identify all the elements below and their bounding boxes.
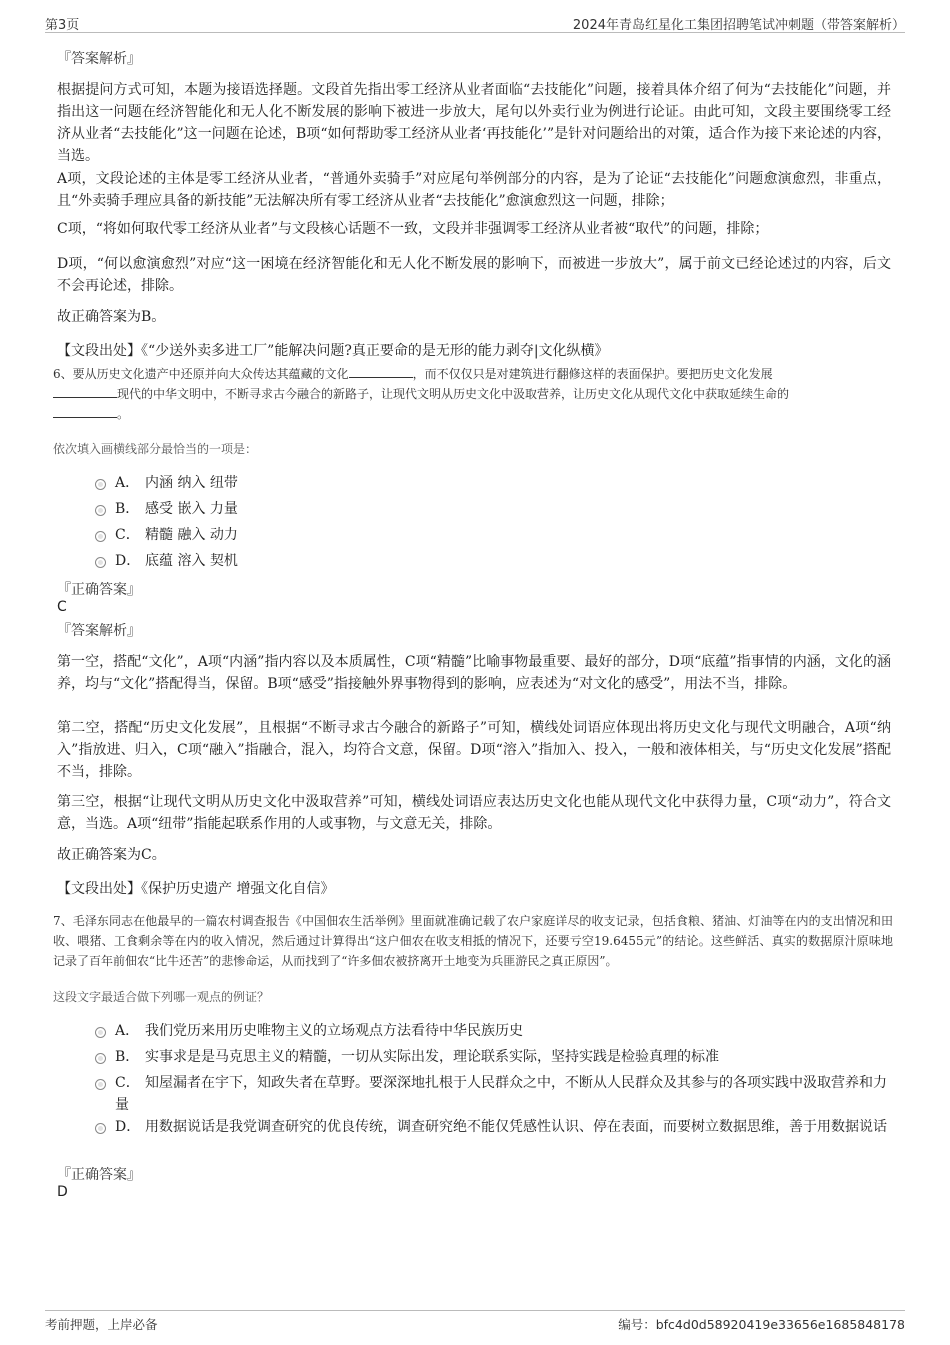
- analysis-paragraph: 第三空，根据“让现代文明从历史文化中汲取营养”可知，横线处词语应表达历史文化也能从现代文化中获得力量，C项“动力”，符合文意，当选。A项“纽带”指能起联系作用的人或事物，与文意无关，排除。: [57, 794, 891, 832]
- stem-text: 。: [117, 407, 130, 421]
- option-letter: A．: [115, 475, 140, 491]
- analysis-paragraph: C项，“将如何取代零工经济从业者”与文段核心话题不一致，文段并非强调零工经济从业者被“取代”的问题，排除；: [57, 221, 769, 237]
- option-text: 内涵 纳入 纽带: [145, 475, 238, 491]
- radio-icon[interactable]: [95, 479, 106, 490]
- passage-source: 【文段出处】《保护历史遗产 增强文化自信》: [57, 881, 335, 897]
- radio-icon[interactable]: [95, 1079, 106, 1090]
- question-prompt: 这段文字最适合做下列哪一观点的例证？: [53, 990, 270, 1004]
- page-number: 第3页: [45, 18, 80, 33]
- page-header: [45, 12, 905, 33]
- document-id: 编号：bfc4d0d58920419e33656e1685848178: [618, 1317, 905, 1332]
- fill-blank: [53, 405, 117, 418]
- option-a[interactable]: [95, 472, 895, 494]
- fill-blank: [53, 385, 117, 398]
- option-b[interactable]: [95, 1046, 895, 1068]
- radio-icon[interactable]: [95, 531, 106, 542]
- correct-answer: C: [57, 599, 67, 615]
- analysis-paragraph: 第二空，搭配“历史文化发展”，且根据“不断寻求古今融合的新路子”可知，横线处词语应体现出将历史文化与现代文明融合，A项“纳入”指放进、归入，C项“融入”指融合，混入，均符合文意，保留。D项“溶入”指加入、投入，一般和液体相关，与“历史文化发展”搭配不当，排除。: [57, 720, 891, 780]
- page-footer: [45, 1310, 905, 1333]
- option-letter: C．: [115, 527, 140, 543]
- stem-text: 6、要从历史文化遗产中还原并向大众传达其蕴藏的文化: [53, 367, 349, 381]
- radio-icon[interactable]: [95, 1123, 106, 1134]
- option-letter: C．: [115, 1075, 140, 1091]
- option-letter: D．: [115, 553, 141, 569]
- correct-answer-label: 『正确答案』: [57, 582, 141, 598]
- option-a[interactable]: [95, 1020, 895, 1042]
- option-text: 知屋漏者在宇下，知政失者在草野。要深深地扎根于人民群众之中，不断从人民群众及其参与的各项实践中汲取营养和力量: [115, 1075, 887, 1113]
- answer-conclusion: 故正确答案为B。: [57, 309, 166, 325]
- stem-text: 现代的中华文明中，不断寻求古今融合的新路子，让现代文明从历史文化中汲取营养，让历史文化从现代文化中获取延续生命的: [117, 387, 790, 401]
- option-d[interactable]: [95, 1116, 895, 1138]
- question-prompt: 依次填入画横线部分最恰当的一项是：: [53, 442, 258, 456]
- answer-analysis-label: 『答案解析』: [57, 51, 141, 67]
- option-text: 我们党历来用历史唯物主义的立场观点方法看待中华民族历史: [145, 1023, 523, 1039]
- option-text: 精髓 融入 动力: [145, 527, 238, 543]
- option-text: 感受 嵌入 力量: [145, 501, 238, 517]
- analysis-paragraph: 根据提问方式可知，本题为接语选择题。文段首先指出零工经济从业者面临“去技能化”问题，接着具体介绍了何为“去技能化”问题，并指出这一问题在经济智能化和无人化不断发展的影响下被进一步放大，尾句以外卖行业为例进行论证。由此可知，文段主要围绕零工经济从业者“去技能化”这一问题在论述，B项“如何帮助零工经济从业者‘再技能化’”是针对问题给出的对策，适合作为接下来论述的内容，当选。: [57, 82, 891, 164]
- option-letter: B．: [115, 1049, 140, 1065]
- answer-conclusion: 故正确答案为C。: [57, 847, 166, 863]
- document-title: 2024年青岛红星化工集团招聘笔试冲刺题（带答案解析）: [572, 18, 905, 33]
- question-stem: [53, 364, 893, 424]
- analysis-paragraph: A项，文段论述的主体是零工经济从业者，“普通外卖骑手”对应尾句举例部分的内容，是为了论证“去技能化”问题愈演愈烈，非重点，且“外卖骑手理应具备的新技能”无法解决所有零工经济从业者“去技能化”愈演愈烈这一问题，排除；: [57, 171, 891, 209]
- correct-answer-label: 『正确答案』: [57, 1167, 141, 1183]
- answer-analysis-label: 『答案解析』: [57, 623, 141, 639]
- option-c[interactable]: [95, 524, 895, 546]
- option-letter: A．: [115, 1023, 140, 1039]
- option-letter: D．: [115, 1119, 141, 1135]
- option-text: 底蕴 溶入 契机: [145, 553, 238, 569]
- option-b[interactable]: [95, 498, 895, 520]
- radio-icon[interactable]: [95, 505, 106, 516]
- correct-answer: D: [57, 1184, 68, 1200]
- analysis-paragraph: 第一空，搭配“文化”，A项“内涵”指内容以及本质属性，C项“精髓”比喻事物最重要、最好的部分，D项“底蕴”指事情的内涵，文化的涵养，均与“文化”搭配得当，保留。B项“感受”指接触外界事物得到的影响，应表述为“对文化的感受”，用法不当，排除。: [57, 654, 891, 692]
- fill-blank: [349, 365, 413, 378]
- passage-source: 【文段出处】《“少送外卖多进工厂”能解决问题?真正要命的是无形的能力剥夺|文化纵横》: [57, 343, 609, 359]
- analysis-paragraph: D项，“何以愈演愈烈”对应“这一困境在经济智能化和无人化不断发展的影响下，而被进一步放大”，属于前文已经论述过的内容，后文不会再论述，排除。: [57, 256, 891, 294]
- radio-icon[interactable]: [95, 1027, 106, 1038]
- stem-text: ，而不仅仅只是对建筑进行翻修这样的表面保护。要把历史文化发展: [412, 367, 773, 381]
- option-d[interactable]: [95, 550, 895, 572]
- footer-slogan: 考前押题，上岸必备: [45, 1317, 158, 1332]
- question-stem: 7、毛泽东同志在他最早的一篇农村调查报告《中国佃农生活举例》里面就准确记载了农户家庭详尽的收支记录，包括食粮、猪油、灯油等在内的支出情况和田收、喂猪、工食剩余等在内的收入情况，然后通过计算得出“这户佃农在收支相抵的情况下，还要亏空19.6455元”的结论。这些鲜活、真实的数据原汁原味地记录了百年前佃农“比牛还苦”的悲惨命运，从而找到了“许多佃农被挤离开土地变为兵匪游民之真正原因”。: [53, 914, 893, 968]
- option-letter: B．: [115, 501, 140, 517]
- option-c[interactable]: [95, 1072, 895, 1116]
- radio-icon[interactable]: [95, 557, 106, 568]
- option-text: 用数据说话是我党调查研究的优良传统，调查研究绝不能仅凭感性认识、停在表面，而要树立数据思维，善于用数据说话: [145, 1119, 887, 1135]
- radio-icon[interactable]: [95, 1053, 106, 1064]
- option-text: 实事求是是马克思主义的精髓，一切从实际出发，理论联系实际，坚持实践是检验真理的标准: [145, 1049, 719, 1065]
